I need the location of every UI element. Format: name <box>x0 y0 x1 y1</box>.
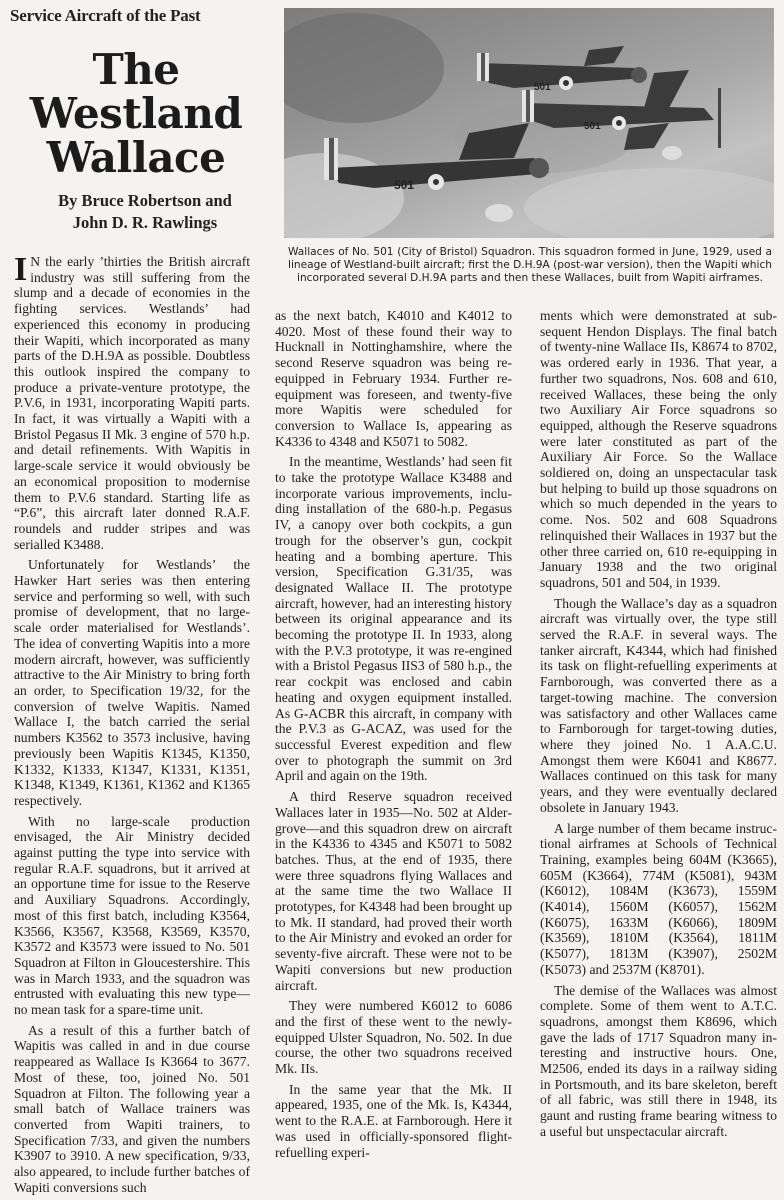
paragraph: A third Reserve squadron received Wallaces later in 1935—No. 502 at Aldergrove—and this squadron drew on aircraft in the K4336 to 4345 and K5071 to 5082 batches. Thus, at the end of 1935, there were three squadrons flying Wallaces and at the same time the two Wallace II prototypes, for K4348 had been brought up to Mk. II standard, had proved their worth to the Air Ministry and evoked an order for seventy-five aircraft. These were not to be Wapiti conversions but new production aircraft. <box>275 789 512 993</box>
paragraph: In the same year that the Mk. II appeared, 1935, one of the Mk. Is, K4344, went to the R.A.E. at Farnborough. Here it was used in officially-sponsored flight-refuelling experi- <box>275 1081 512 1160</box>
article-title-line-3: Wallace <box>46 133 226 182</box>
paragraph: ments which were demonstrated at subsequent Hendon Displays. The final batch of twenty-nine Wallace IIs, K8674 to 8702, was ordered early in 1936. That year, a further two squadrons, Nos. 608 and 610, received Wallaces, these being the only two Auxiliary Air Force squadrons so equipped, although the Reserve squadrons were later constituted as part of the Auxiliary Air Force. So the Wallace soldiered on, doing an unspectacular task but helping to build up those squadrons on which so much depended in the years to come. Nos. 502 and 608 Squadrons relinquished their Wallaces in 1937 but the other three carried on, 610 re-equipping in January 1938 and the two original squadrons, 501 and 504, in 1939. <box>540 308 777 590</box>
aircraft-photo-illustration <box>284 8 774 238</box>
byline-line-1: By Bruce Robertson and <box>58 191 232 210</box>
paragraph-text: N the early ’thirties the British aircraft industry was still suffering from the slump and a decade of economies in the fighting services. Westlands’ had experienced this economy in producing their Wapiti, which incorporated as many parts of the D.H.9A as possible. Doubtless this outlook inspired the company to produce a private-venture prototype, the P.V.6, in 1931, incorporating Wapiti parts. In fact, it was virtually a Wapiti with a Bristol Pegasus II Mk. 3 engine of 570 h.p. and detail refinements. With Wapitis in large-scale service it would obviously be an economical proposition to modernise them to P.V.6 standard. Starting life as “P.6”, this aircraft later donned R.A.F. roundels and rudder stripes and was serialled K3488. <box>14 254 250 552</box>
paragraph: In the meantime, Westlands’ had seen fit to take the prototype Wallace K3488 and incorporate various improvements, including installation of the 680-h.p. Pegasus IV, a canopy over both cockpits, a gun trough for the observer’s gun, cockpit heating and a bombing aperture. This version, Specification G.31/35, was designated Wallace II. The prototype aircraft, however, had an interesting history between its original appearance and its becoming the prototype II. In 1933, along with the P.V.3 prototype, it was re-engined with a Bristol Pegasus IIS3 of 580 h.p., the rear cockpit was enclosed and cabin heating and oxygen equipment installed. As G-ACBR this aircraft, in company with the P.V.3 as G-ACAZ, was used for the successful Everest expedition and flew over to photograph the summit on 3rd April and again on the 19th. <box>275 454 512 784</box>
article-title-line-1: The <box>92 45 180 94</box>
paragraph: The demise of the Wallaces was almost complete. Some of them went to A.T.C. squadrons, amongst them K8696, which gave the lads of 1717 Squadron many interesting and instructive hours. One, M2506, ended its days in a railway siding in Portsmouth, and its bare skeleton, bereft of all fabric, was still there in 1948, its gaunt and rusting frame bearing witness to a useful but unspectacular aircraft. <box>540 982 777 1139</box>
photo-caption: Wallaces of No. 501 (City of Bristol) Squadron. This squadron formed in June, 1929, used a lineage of Westland-built aircraft; first the D.H.9A (post-war version), then the Wapiti which incorporated several D.H.9A parts and then these Wallaces, built from Wapiti airframes. <box>288 246 772 284</box>
article-column-1 <box>14 251 250 1200</box>
paragraph: as the next batch, K4010 and K4012 to 4020. Most of these found their way to Hucknall in Nottinghamshire, where the second Reserve squadron was being reequipped in February 1934. Further re-equipment was foreseen, and twenty-five more Wapitis were scheduled for conversion to Wallace Is, appearing as K4336 to 4348 and K5071 to 5082. <box>275 308 512 449</box>
paragraph: With no large-scale production envisaged, the Air Ministry decided against putting the type into service with regular R.A.F. squadrons, but it arrived at an opportune time for issue to the Reserve and Auxiliary Squadrons. Accordingly, most of this first batch, including K3564, K3566, K3567, K3568, K3569, K3570, K3572 and K3573 were issued to No. 501 Squadron at Filton in Gloucestershire. This was in March 1933, and the squadron was entrusted with evaluating this new type—no mean task for a spare-time unit. <box>14 813 250 1018</box>
article-column-2 <box>275 308 512 1165</box>
aircraft-code-bottom: 501 <box>394 178 415 192</box>
paragraph: As a result of this a further batch of Wapitis was called in and in due course reappeared as Wallace Is K3664 to 3677. Most of these, too, joined No. 501 Squadron at Filton. The following year a small batch of Wallace trainers was converted from Wapiti trainers, to Specification 7/33, and given the numbers K3907 to 3910. A new specification, 9/33, also appeared, to include further batches of Wapiti conversions such <box>14 1022 250 1195</box>
paragraph: A large number of them became instructional airframes at Schools of Technical Training, examples being 604M (K3665), 605M (K3664), 774M (K5081), 943M (K6012), 1084M (K3673), 1559M (K4014), 1560M (K6057), 1562M (K6075), 1633M (K6066), 1809M (K3569), 1810M (K3564), 1811M (K5077), 1813M (K3907), 2502M (K5073) and 2537M (K8701). <box>540 820 777 977</box>
aircraft-photo <box>284 8 774 238</box>
drop-cap: I <box>14 251 28 288</box>
aircraft-code-top: 501 <box>534 82 551 93</box>
paragraph: Unfortunately for Westlands’ the Hawker Hart series was then entering service and performing so well, with such promise of development, that no large-scale order materialised for Westlands’. The idea of converting Wapitis into a more modern aircraft, however, was sufficiently attractive to the Air Ministry to bring forth an order, to Specification 19/32, for the conversion of twelve Wapitis. Named Wallace I, the batch carried the serial numbers K3562 to 3573 inclusive, having previously been Wapitis K1345, K1350, K1332, K1333, K1347, K1331, K1351, K1348, K1349, K1361, K1362 and K1365 respectively. <box>14 557 250 808</box>
aircraft-top <box>477 46 647 93</box>
byline-line-2: John D. R. Rawlings <box>72 213 218 232</box>
article-title-line-2: Westland <box>29 89 243 138</box>
paragraph: They were numbered K6012 to 6086 and the first of these went to the newly-equipped Ulster Squadron, No. 502. In due course, the other two squadrons received Mk. IIs. <box>275 998 512 1077</box>
paragraph: Though the Wallace’s day as a squadron aircraft was virtually over, the type still served the R.A.F. in several ways. The tanker aircraft, K4344, which had finished its task on flight-refuelling experiments at Farnborough, was converted there as a target-towing machine. The conversion was satisfactory and other Wallaces came to Farnborough for target-towing duties, where they joined No. 1 A.A.C.U. Amongst them were K6041 and K8677. Wallaces continued on this task for many years, and they were eventually declared obsolete in January 1943. <box>540 595 777 815</box>
section-kicker: Service Aircraft of the Past <box>10 6 201 25</box>
paragraph <box>14 251 250 552</box>
article-column-3 <box>540 308 777 1145</box>
aircraft-code-middle: 501 <box>584 121 601 132</box>
